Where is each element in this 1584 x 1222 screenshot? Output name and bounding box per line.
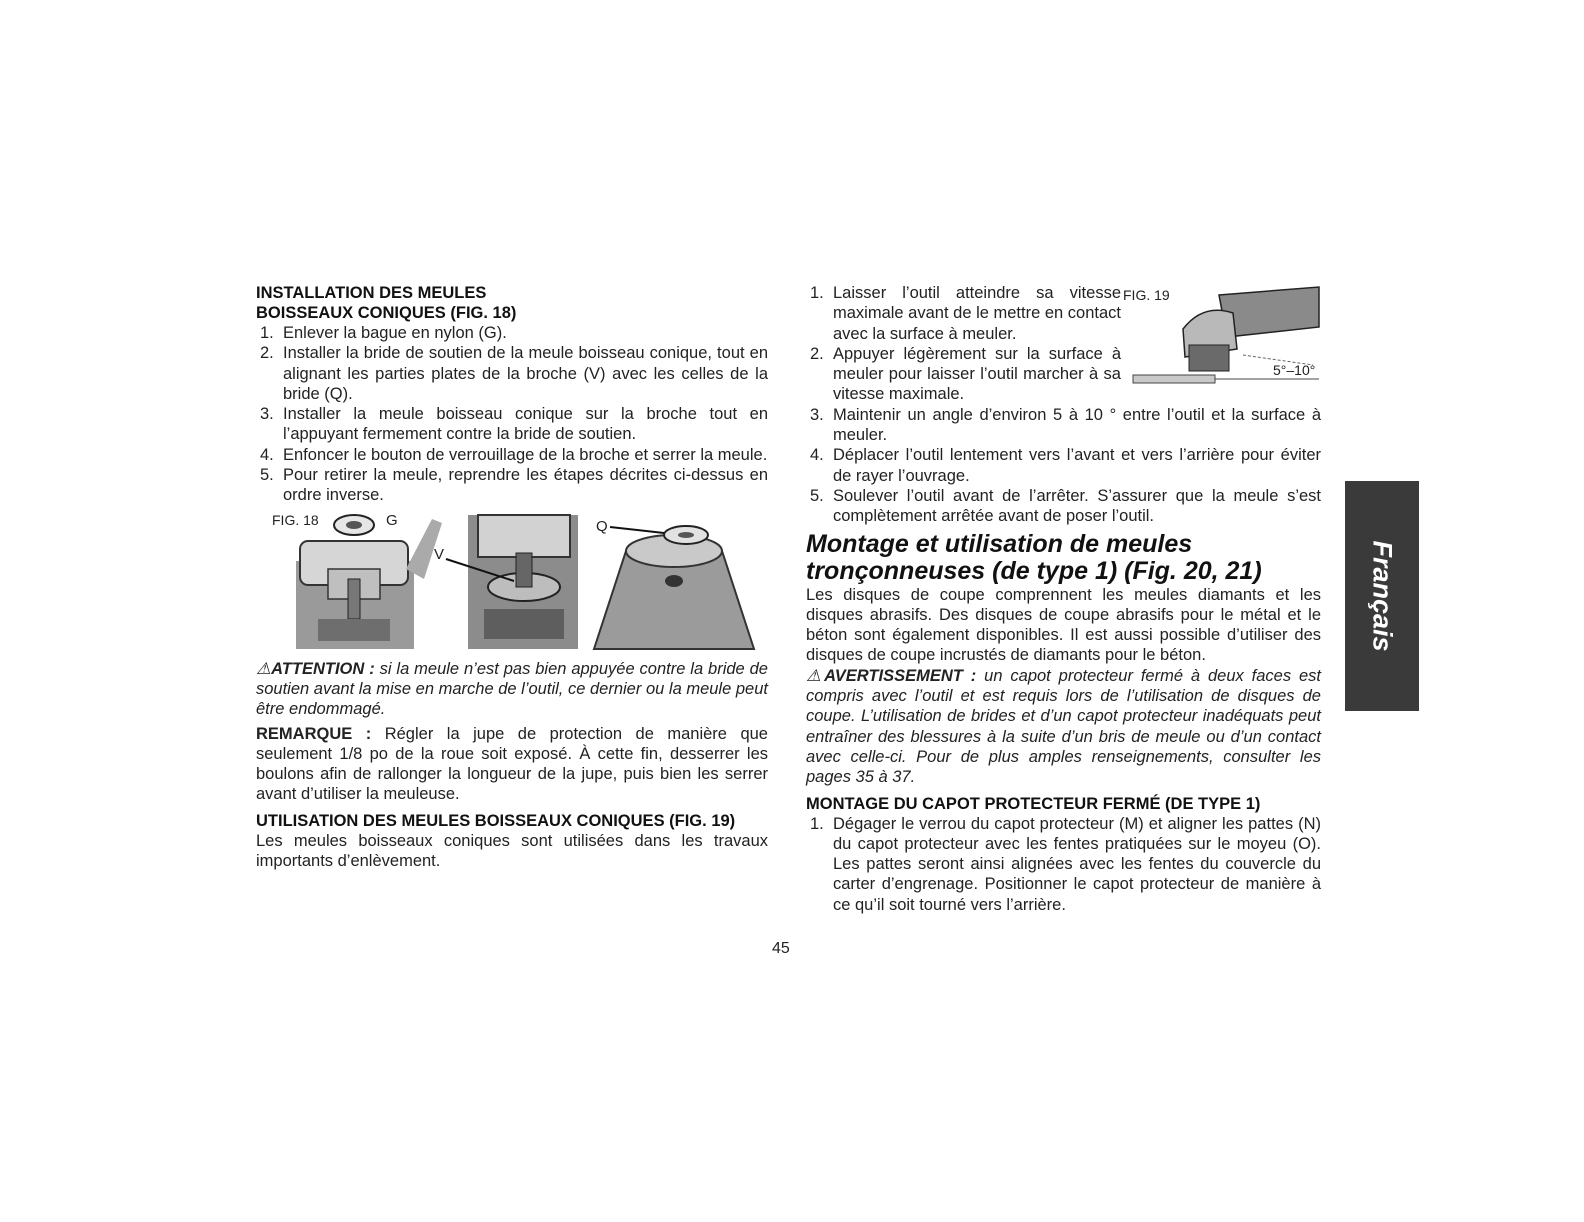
left-column (256, 283, 768, 871)
fig18-panel-1 (296, 515, 445, 649)
list-item: 3. Maintenir un angle d’environ 5 à 10 ° entre l’outil et la surface à meuler. (810, 405, 1321, 445)
list-item: 1. Enlever la bague en nylon (G). (260, 324, 507, 342)
list-item: 1. Dégager le verrou du capot protecteur (M) et aligner les pattes (N) du capot protecteur avec les fentes pratiquées sur le moyeu (O). Les pattes seront ainsi alignées avec les fentes du couvercle du carter d’engrenage. Positionner le capot protecteur de manière à ce qu’il soit tourné vers l’arrière. (810, 814, 1321, 914)
warning-icon: ⚠ (806, 666, 825, 685)
list-item: 2. Installer la bride de soutien de la meule boisseau conique, tout en alignant les parties plates de la broche (V) avec les celles de la bride (Q). (260, 344, 768, 403)
cutting-discs-paragraph: Les disques de coupe comprennent les meules diamants et les disques abrasifs. Des disques de coupe abrasifs pour le métal et le béton sont également disponibles. Il est aussi possible d’utiliser des disques de coupe incrustés de diamants pour le béton. (806, 585, 1321, 665)
language-tab: Français (1345, 481, 1419, 711)
fig18-callout-q: Q (596, 517, 608, 535)
list-item: 2. Appuyer légèrement sur la surface à meuler pour laisser l’outil marcher à sa vitesse maximale. (810, 344, 1121, 404)
remarque-note: REMARQUE : Régler la jupe de protection de manière que seulement 1/8 po de la roue soit exposé. À cette fin, desserrer les boulons afin de rallonger la longueur de la jupe, puis bien les serrer avant d’utiliser la meuleuse. (256, 724, 768, 804)
list-item: 1. Laisser l’outil atteindre sa vitesse maximale avant de le mettre en contact avec la surface à meuler. (810, 284, 1121, 343)
heading-montage-capot: MONTAGE DU CAPOT PROTECTEUR FERMÉ (DE TYPE 1) (806, 794, 1261, 813)
use-steps (806, 283, 1321, 527)
page-number: 45 (772, 940, 790, 957)
avertissement-note: ⚠AVERTISSEMENT : un capot protecteur fermé à deux faces est compris avec l’outil et est requis lors de l’utilisation de disques de coupe. L’utilisation de brides et d’un capot protecteur inadéquats peut entraîner des blessures à la suite d’un bris de meule ou d’un contact avec celle-ci. Pour de plus amples renseignements, consulter les pages 35 à 37. (806, 666, 1321, 787)
fig18-callout-v: V (434, 545, 445, 563)
list-item: 5. Soulever l’outil avant de l’arrêter. S’assurer que la meule s’est complètement arrêtée avant de poser l’outil. (810, 486, 1321, 526)
heading-installation: INSTALLATION DES MEULES BOISSEAUX CONIQUES (FIG. 18) (256, 284, 517, 322)
montage-steps (806, 814, 1321, 915)
attention-note: ⚠ATTENTION : si la meule n’est pas bien appuyée contre la bride de soutien avant la mise en marche de l’outil, ce dernier ou la meule peut être endommagé. (256, 659, 768, 719)
heading-utilisation: UTILISATION DES MEULES BOISSEAUX CONIQUES (FIG. 19) (256, 811, 736, 830)
utilisation-paragraph: Les meules boisseaux coniques sont utilisées dans les travaux importants d’enlèvement. (256, 831, 768, 871)
figure-18 (256, 509, 768, 653)
fig18-label: FIG. 18 (272, 511, 319, 528)
fig19-angle-label: 5°–10° (1273, 362, 1316, 378)
list-item: 4. Enfoncer le bouton de verrouillage de la broche et serrer la meule. (260, 445, 768, 464)
installation-steps (256, 323, 768, 506)
section-title: Montage et utilisation de meules tronçonneuses (de type 1) (Fig. 20, 21) (806, 529, 1262, 585)
warning-icon: ⚠ (256, 659, 272, 678)
list-item: 4. Déplacer l’outil lentement vers l’avant et vers l’arrière pour éviter de rayer l’ouvrage. (810, 446, 1321, 485)
right-column (806, 283, 1321, 915)
list-item: 3. Installer la meule boisseau conique sur la broche tout en l’appuyant fermement contre la bride de soutien. (260, 405, 768, 444)
fig18-panel-3 (594, 526, 754, 649)
steps-with-figure (806, 283, 1321, 527)
list-item: 5. Pour retirer la meule, reprendre les étapes décrites ci-dessus en ordre inverse. (260, 466, 768, 505)
fig19-label: FIG. 19 (1123, 287, 1170, 303)
fig18-callout-g: G (386, 511, 398, 529)
figure-18-illustration (256, 509, 768, 653)
fig18-panel-2 (446, 515, 578, 649)
